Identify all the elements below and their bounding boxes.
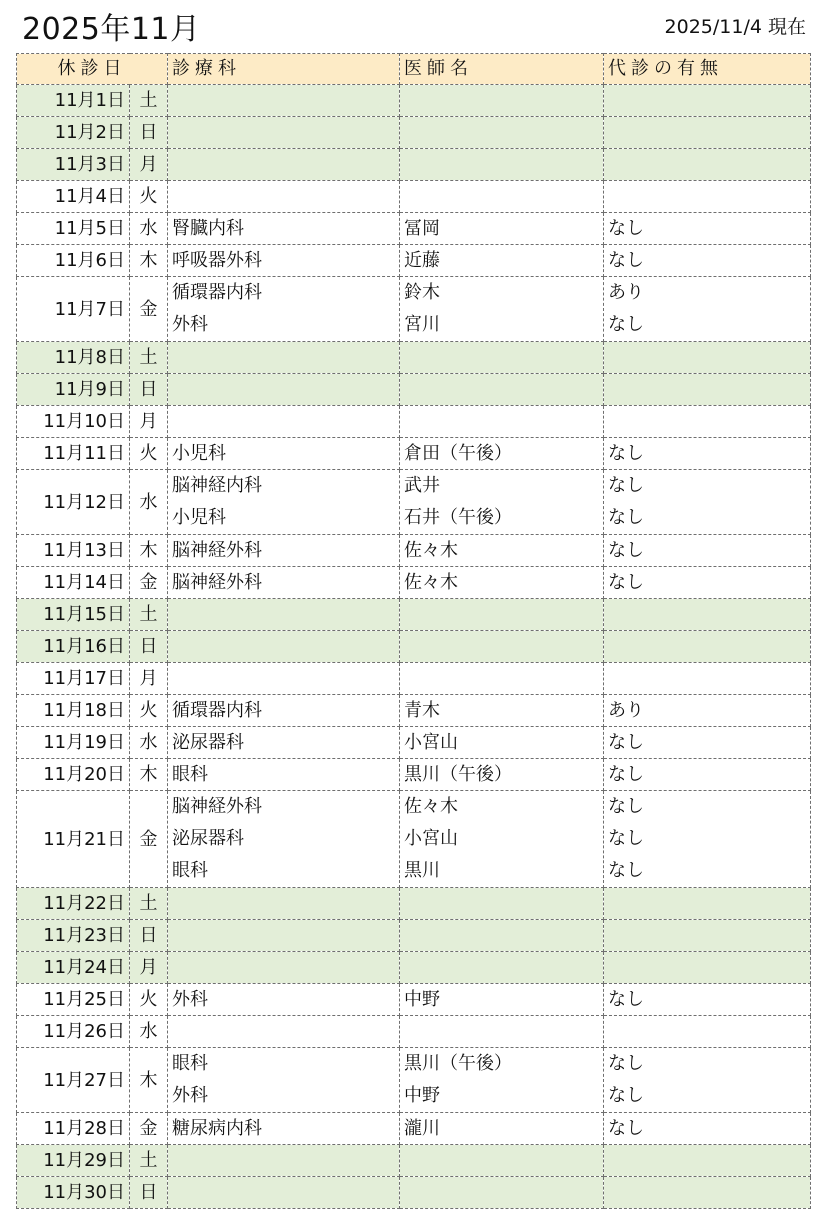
doctor-cell — [400, 1145, 604, 1177]
date-cell: 11月24日 — [17, 952, 130, 984]
department-cell — [168, 117, 400, 149]
table-row — [17, 470, 811, 535]
date-cell: 11月8日 — [17, 342, 130, 374]
doctor-cell — [400, 181, 604, 213]
department-cell — [168, 149, 400, 181]
table-row — [17, 1145, 811, 1177]
table-row — [17, 406, 811, 438]
doctor-cell — [400, 406, 604, 438]
doctor-cell — [400, 277, 604, 342]
weekday-cell: 水 — [130, 727, 168, 759]
substitute-cell — [604, 663, 811, 695]
table-header-row — [17, 54, 811, 85]
department-line: 脳神経外科 — [172, 796, 262, 817]
weekday-cell: 日 — [130, 920, 168, 952]
substitute-line: なし — [608, 1053, 644, 1074]
department-line: 小児科 — [172, 507, 226, 528]
department-cell: 眼科 — [168, 759, 400, 791]
weekday-cell: 土 — [130, 599, 168, 631]
substitute-cell: あり — [604, 695, 811, 727]
department-cell: 脳神経外科 — [168, 535, 400, 567]
table-row — [17, 1177, 811, 1209]
doctor-cell: 冨岡 — [400, 213, 604, 245]
date-cell: 11月1日 — [17, 85, 130, 117]
weekday-cell: 水 — [130, 1016, 168, 1048]
table-row — [17, 213, 811, 245]
doctor-line: 黒川（午後） — [404, 1053, 512, 1074]
substitute-cell — [604, 1016, 811, 1048]
weekday-cell: 日 — [130, 631, 168, 663]
department-cell — [168, 277, 400, 342]
weekday-cell: 火 — [130, 984, 168, 1016]
weekday-cell: 金 — [130, 567, 168, 599]
weekday-cell: 火 — [130, 181, 168, 213]
date-cell: 11月27日 — [17, 1048, 130, 1113]
substitute-cell — [604, 920, 811, 952]
substitute-cell — [604, 181, 811, 213]
department-line: 脳神経内科 — [172, 475, 262, 496]
table-row — [17, 727, 811, 759]
department-cell: 呼吸器外科 — [168, 245, 400, 277]
doctor-line: 黒川 — [404, 860, 440, 881]
substitute-cell — [604, 952, 811, 984]
date-cell: 11月19日 — [17, 727, 130, 759]
doctor-cell — [400, 117, 604, 149]
doctor-cell: 黒川（午後） — [400, 759, 604, 791]
substitute-line: なし — [608, 796, 644, 817]
date-cell: 11月29日 — [17, 1145, 130, 1177]
table-row — [17, 695, 811, 727]
date-cell: 11月9日 — [17, 374, 130, 406]
date-cell: 11月18日 — [17, 695, 130, 727]
table-row — [17, 952, 811, 984]
doctor-cell — [400, 342, 604, 374]
department-cell — [168, 1145, 400, 1177]
department-cell — [168, 663, 400, 695]
doctor-cell — [400, 952, 604, 984]
date-cell: 11月25日 — [17, 984, 130, 1016]
substitute-cell: なし — [604, 535, 811, 567]
page-title: 2025年11月 — [22, 12, 201, 47]
weekday-cell: 月 — [130, 406, 168, 438]
weekday-cell: 木 — [130, 1048, 168, 1113]
department-line: 眼科 — [172, 860, 208, 881]
department-cell — [168, 888, 400, 920]
department-cell: 糖尿病内科 — [168, 1113, 400, 1145]
date-cell: 11月13日 — [17, 535, 130, 567]
department-cell — [168, 920, 400, 952]
weekday-cell: 日 — [130, 374, 168, 406]
department-cell: 泌尿器科 — [168, 727, 400, 759]
doctor-line: 鈴木 — [404, 282, 440, 303]
substitute-cell: なし — [604, 213, 811, 245]
date-cell: 11月4日 — [17, 181, 130, 213]
substitute-cell: なし — [604, 567, 811, 599]
date-cell: 11月5日 — [17, 213, 130, 245]
substitute-line: なし — [608, 507, 644, 528]
weekday-cell: 土 — [130, 1145, 168, 1177]
date-cell: 11月22日 — [17, 888, 130, 920]
doctor-cell: 中野 — [400, 984, 604, 1016]
table-row — [17, 984, 811, 1016]
doctor-line: 石井（午後） — [404, 507, 512, 528]
doctor-cell: 近藤 — [400, 245, 604, 277]
department-cell — [168, 406, 400, 438]
doctor-cell — [400, 470, 604, 535]
department-cell: 脳神経外科 — [168, 567, 400, 599]
table-body — [17, 85, 811, 1209]
weekday-cell: 日 — [130, 117, 168, 149]
date-cell: 11月12日 — [17, 470, 130, 535]
doctor-cell — [400, 631, 604, 663]
date-cell: 11月28日 — [17, 1113, 130, 1145]
doctor-cell — [400, 149, 604, 181]
table-row — [17, 631, 811, 663]
doctor-cell — [400, 374, 604, 406]
doctor-cell — [400, 663, 604, 695]
table-row — [17, 149, 811, 181]
date-cell: 11月16日 — [17, 631, 130, 663]
weekday-cell: 土 — [130, 85, 168, 117]
date-cell: 11月10日 — [17, 406, 130, 438]
substitute-cell — [604, 599, 811, 631]
department-cell — [168, 181, 400, 213]
substitute-line: なし — [608, 828, 644, 849]
substitute-line: なし — [608, 1085, 644, 1106]
department-cell — [168, 1177, 400, 1209]
closure-schedule-table — [16, 53, 811, 1209]
table-row — [17, 567, 811, 599]
doctor-cell: 瀧川 — [400, 1113, 604, 1145]
doctor-cell — [400, 1016, 604, 1048]
date-cell: 11月11日 — [17, 438, 130, 470]
substitute-cell — [604, 470, 811, 535]
department-cell: 腎臓内科 — [168, 213, 400, 245]
doctor-line: 小宮山 — [404, 828, 458, 849]
substitute-line: なし — [608, 314, 644, 335]
table-row — [17, 920, 811, 952]
table-row — [17, 117, 811, 149]
table-row — [17, 759, 811, 791]
weekday-cell: 金 — [130, 791, 168, 888]
weekday-cell: 火 — [130, 438, 168, 470]
table-row — [17, 374, 811, 406]
substitute-cell — [604, 791, 811, 888]
department-line: 泌尿器科 — [172, 828, 244, 849]
substitute-cell: なし — [604, 245, 811, 277]
header-doctor: 医師名 — [400, 54, 604, 85]
weekday-cell: 土 — [130, 888, 168, 920]
substitute-cell: なし — [604, 759, 811, 791]
doctor-cell — [400, 791, 604, 888]
header-closure-date: 休診日 — [17, 54, 168, 85]
table-row — [17, 888, 811, 920]
substitute-cell — [604, 406, 811, 438]
substitute-line: なし — [608, 860, 644, 881]
substitute-cell — [604, 117, 811, 149]
substitute-cell — [604, 342, 811, 374]
substitute-line: あり — [608, 282, 644, 303]
substitute-cell — [604, 1048, 811, 1113]
weekday-cell: 水 — [130, 213, 168, 245]
date-cell: 11月21日 — [17, 791, 130, 888]
department-cell — [168, 374, 400, 406]
table-row — [17, 1016, 811, 1048]
date-cell: 11月17日 — [17, 663, 130, 695]
substitute-cell: なし — [604, 438, 811, 470]
weekday-cell: 金 — [130, 1113, 168, 1145]
doctor-cell — [400, 920, 604, 952]
doctor-cell — [400, 85, 604, 117]
department-cell — [168, 599, 400, 631]
department-line: 外科 — [172, 314, 208, 335]
weekday-cell: 土 — [130, 342, 168, 374]
department-line: 循環器内科 — [172, 282, 262, 303]
department-line: 外科 — [172, 1085, 208, 1106]
doctor-cell: 倉田（午後） — [400, 438, 604, 470]
doctor-cell — [400, 888, 604, 920]
doctor-line: 中野 — [404, 1085, 440, 1106]
substitute-cell — [604, 888, 811, 920]
weekday-cell: 火 — [130, 695, 168, 727]
date-cell: 11月26日 — [17, 1016, 130, 1048]
substitute-cell — [604, 1145, 811, 1177]
table-row — [17, 85, 811, 117]
department-cell — [168, 85, 400, 117]
table-row — [17, 342, 811, 374]
table-row — [17, 791, 811, 888]
substitute-cell: なし — [604, 727, 811, 759]
table-row — [17, 245, 811, 277]
department-cell: 循環器内科 — [168, 695, 400, 727]
doctor-line: 宮川 — [404, 314, 440, 335]
as-of-date: 2025/11/4 現在 — [664, 16, 806, 38]
date-cell: 11月30日 — [17, 1177, 130, 1209]
date-cell: 11月23日 — [17, 920, 130, 952]
department-cell: 外科 — [168, 984, 400, 1016]
substitute-cell — [604, 149, 811, 181]
substitute-cell — [604, 277, 811, 342]
date-cell: 11月14日 — [17, 567, 130, 599]
table-row — [17, 535, 811, 567]
weekday-cell: 木 — [130, 535, 168, 567]
department-cell — [168, 631, 400, 663]
doctor-line: 佐々木 — [404, 796, 458, 817]
department-cell — [168, 470, 400, 535]
substitute-cell — [604, 374, 811, 406]
doctor-line: 武井 — [404, 475, 440, 496]
substitute-cell: なし — [604, 984, 811, 1016]
date-cell: 11月20日 — [17, 759, 130, 791]
header-department: 診療科 — [168, 54, 400, 85]
table-row — [17, 599, 811, 631]
weekday-cell: 金 — [130, 277, 168, 342]
department-cell — [168, 952, 400, 984]
doctor-cell: 佐々木 — [400, 535, 604, 567]
table-row — [17, 1113, 811, 1145]
doctor-cell: 佐々木 — [400, 567, 604, 599]
doctor-cell — [400, 599, 604, 631]
table-row — [17, 277, 811, 342]
table-row — [17, 663, 811, 695]
substitute-cell — [604, 85, 811, 117]
department-line: 眼科 — [172, 1053, 208, 1074]
date-cell: 11月15日 — [17, 599, 130, 631]
doctor-cell: 小宮山 — [400, 727, 604, 759]
date-cell: 11月3日 — [17, 149, 130, 181]
weekday-cell: 月 — [130, 149, 168, 181]
doctor-cell: 青木 — [400, 695, 604, 727]
department-cell — [168, 1016, 400, 1048]
department-cell — [168, 1048, 400, 1113]
date-cell: 11月2日 — [17, 117, 130, 149]
doctor-cell — [400, 1048, 604, 1113]
table-row — [17, 181, 811, 213]
substitute-line: なし — [608, 475, 644, 496]
table-row — [17, 1048, 811, 1113]
substitute-cell: なし — [604, 1113, 811, 1145]
date-cell: 11月6日 — [17, 245, 130, 277]
weekday-cell: 木 — [130, 245, 168, 277]
header-substitute: 代診の有無 — [604, 54, 811, 85]
department-cell — [168, 791, 400, 888]
weekday-cell: 月 — [130, 952, 168, 984]
substitute-cell — [604, 631, 811, 663]
substitute-cell — [604, 1177, 811, 1209]
department-cell: 小児科 — [168, 438, 400, 470]
weekday-cell: 日 — [130, 1177, 168, 1209]
table-row — [17, 438, 811, 470]
date-cell: 11月7日 — [17, 277, 130, 342]
weekday-cell: 水 — [130, 470, 168, 535]
doctor-cell — [400, 1177, 604, 1209]
weekday-cell: 木 — [130, 759, 168, 791]
department-cell — [168, 342, 400, 374]
weekday-cell: 月 — [130, 663, 168, 695]
